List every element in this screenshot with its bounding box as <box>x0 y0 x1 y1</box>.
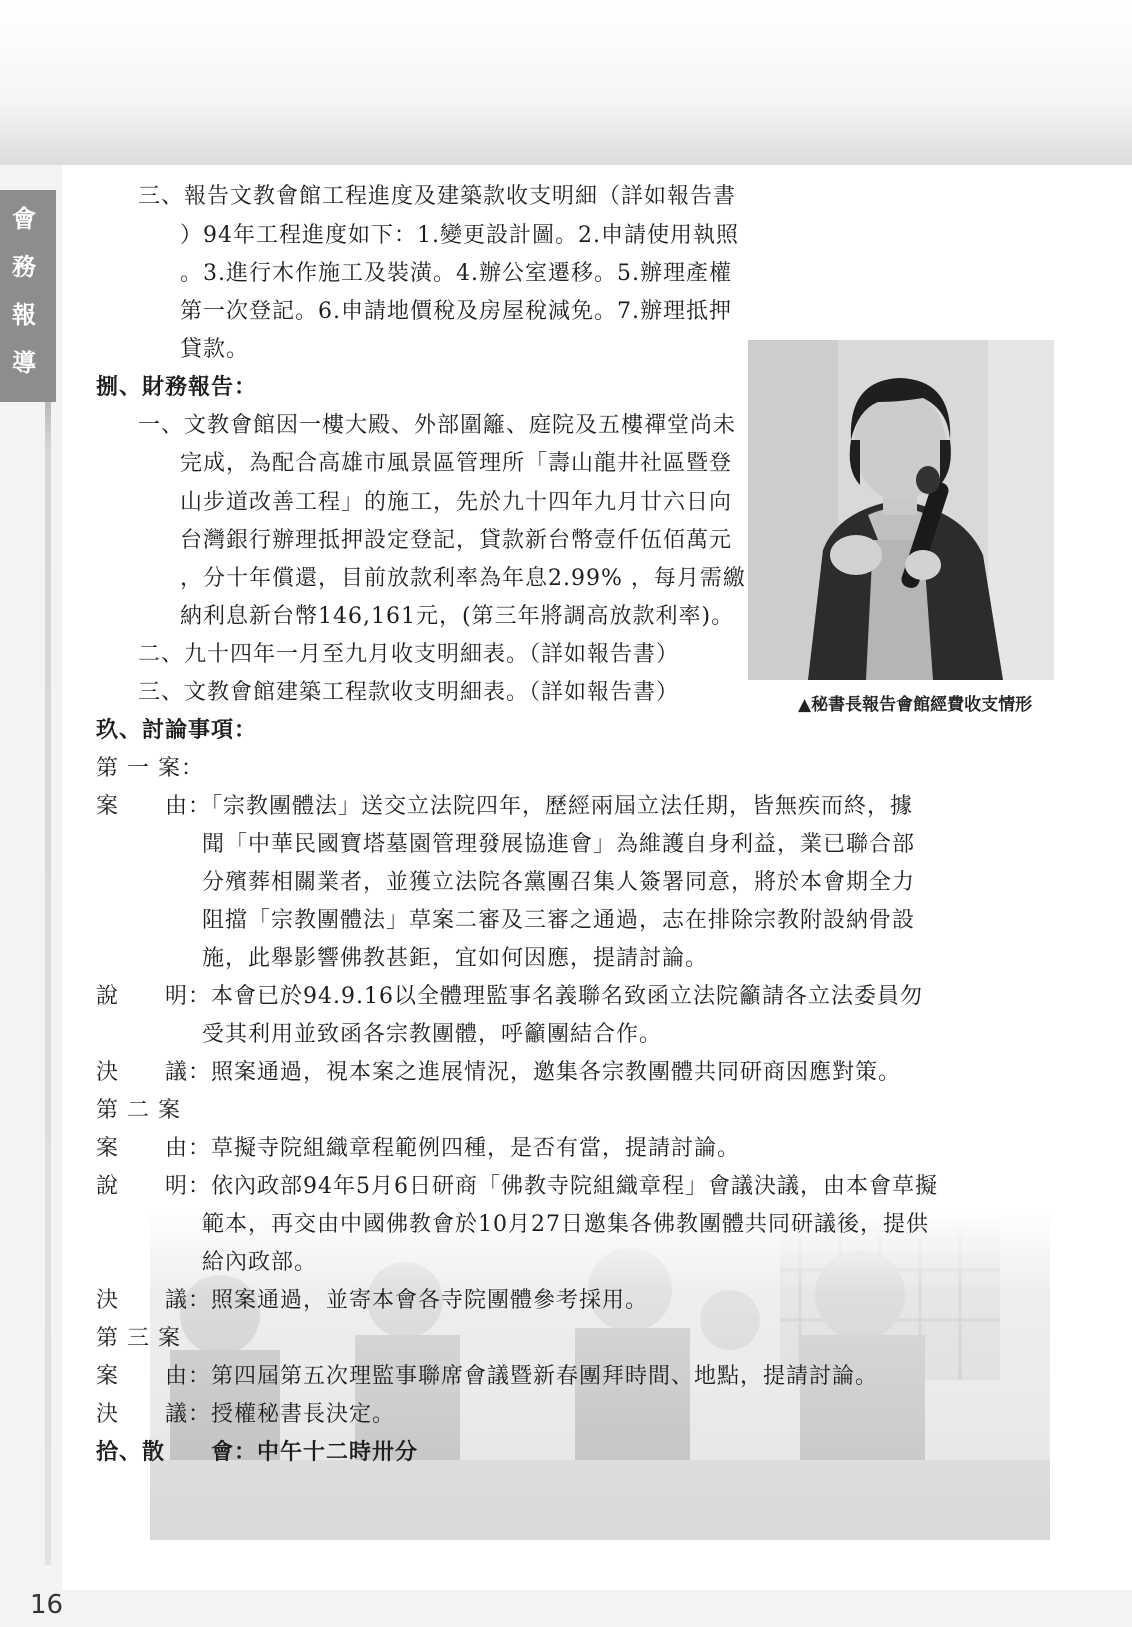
text-line: 決 議：授權秘書長決定。 <box>96 1402 396 1427</box>
text-line: 給內政部。 <box>202 1250 318 1275</box>
section-tab-char: 會 <box>12 204 36 233</box>
section-heading: 拾、散 會：中午十二時卅分 <box>96 1440 419 1465</box>
speaker-photo <box>748 340 1054 680</box>
section-tab <box>0 190 56 402</box>
text-line: 完成，為配合高雄市風景區管理所「壽山龍井社區暨登 <box>180 451 733 476</box>
text-line: 範本，再交由中國佛教會於10月27日邀集各佛教團體共同研議後，提供 <box>202 1212 929 1237</box>
text-line: 受其利用並致函各宗教團體，呼籲團結合作。 <box>202 1022 663 1047</box>
speaker-photo-illustration <box>748 340 1054 680</box>
text-line: 案 由：第四屆第五次理監事聯席會議暨新春團拜時間、地點，提請討論。 <box>96 1364 879 1389</box>
text-line: 案 由：草擬寺院組織章程範例四種，是否有當，提請討論。 <box>96 1136 741 1161</box>
text-line: 台灣銀行辦理抵押設定登記，貸款新台幣壹仟伍佰萬元 <box>180 528 733 553</box>
text-line: 第一次登記。6.申請地價稅及房屋稅減免。7.辦理抵押 <box>180 299 732 324</box>
text-line: 三、文教會館建築工程款收支明細表。（詳如報告書） <box>138 680 680 705</box>
text-line: 阻擋「宗教團體法」草案二審及三審之通過，志在排除宗教附設納骨設 <box>202 908 916 933</box>
photo-caption: ▲秘書長報告會館經費收支情形 <box>798 695 1033 715</box>
section-heading: 玖、討論事項： <box>96 718 258 743</box>
text-line: 貸款。 <box>180 337 250 362</box>
text-line: 山步道改善工程」的施工，先於九十四年九月廿六日向 <box>180 490 733 515</box>
text-line: 納利息新台幣146,161元，(第三年將調高放款利率)。 <box>180 604 735 629</box>
text-line: 第 三 案 <box>96 1326 181 1351</box>
text-line: 聞「中華民國寶塔墓園管理發展協進會」為維護自身利益，業已聯合部 <box>202 832 916 857</box>
text-line: 。3.進行木作施工及裝潢。4.辦公室遷移。5.辦理產權 <box>180 261 732 286</box>
text-line: 說 明：依內政部94年5月6日研商「佛教寺院組織章程」會議決議，由本會草擬 <box>96 1174 938 1199</box>
text-line: 分殯葬相關業者，並獲立法院各黨團召集人簽署同意，將於本會期全力 <box>202 870 916 895</box>
page-number: 16 <box>30 1590 64 1620</box>
section-tab-char: 務 <box>12 252 36 281</box>
text-line: 一、文教會館因一樓大殿、外部圍籬、庭院及五樓禪堂尚未 <box>138 413 737 438</box>
section-tab-char: 報 <box>12 300 36 329</box>
text-line: 決 議：照案通過，視本案之進展情況，邀集各宗教團體共同研商因應對策。 <box>96 1060 902 1085</box>
text-line: 決 議：照案通過，並寄本會各寺院團體參考採用。 <box>96 1288 649 1313</box>
text-line: 三、報告文教會館工程進度及建築款收支明細（詳如報告書 <box>138 184 737 209</box>
text-line: 施，此舉影響佛教甚鉅，宜如何因應，提請討論。 <box>202 946 709 971</box>
section-tab-char: 導 <box>12 348 36 377</box>
section-heading: 捌、財務報告： <box>96 375 258 400</box>
text-line: ）94年工程進度如下：1.變更設計圖。2.申請使用執照 <box>180 223 739 248</box>
text-line: 案 由：「宗教團體法」送交立法院四年，歷經兩屆立法任期，皆無疾而終，據 <box>96 794 914 819</box>
text-line: 二、九十四年一月至九月收支明細表。（詳如報告書） <box>138 642 680 667</box>
text-line: 第 一 案： <box>96 756 204 781</box>
text-line: ，分十年償還，目前放款利率為年息2.99% ，每月需繳 <box>180 566 746 591</box>
text-line: 第 二 案 <box>96 1098 181 1123</box>
text-line: 說 明：本會已於94.9.16以全體理監事名義聯名致函立法院籲請各立法委員勿 <box>96 984 923 1009</box>
top-margin-band <box>0 0 1132 165</box>
